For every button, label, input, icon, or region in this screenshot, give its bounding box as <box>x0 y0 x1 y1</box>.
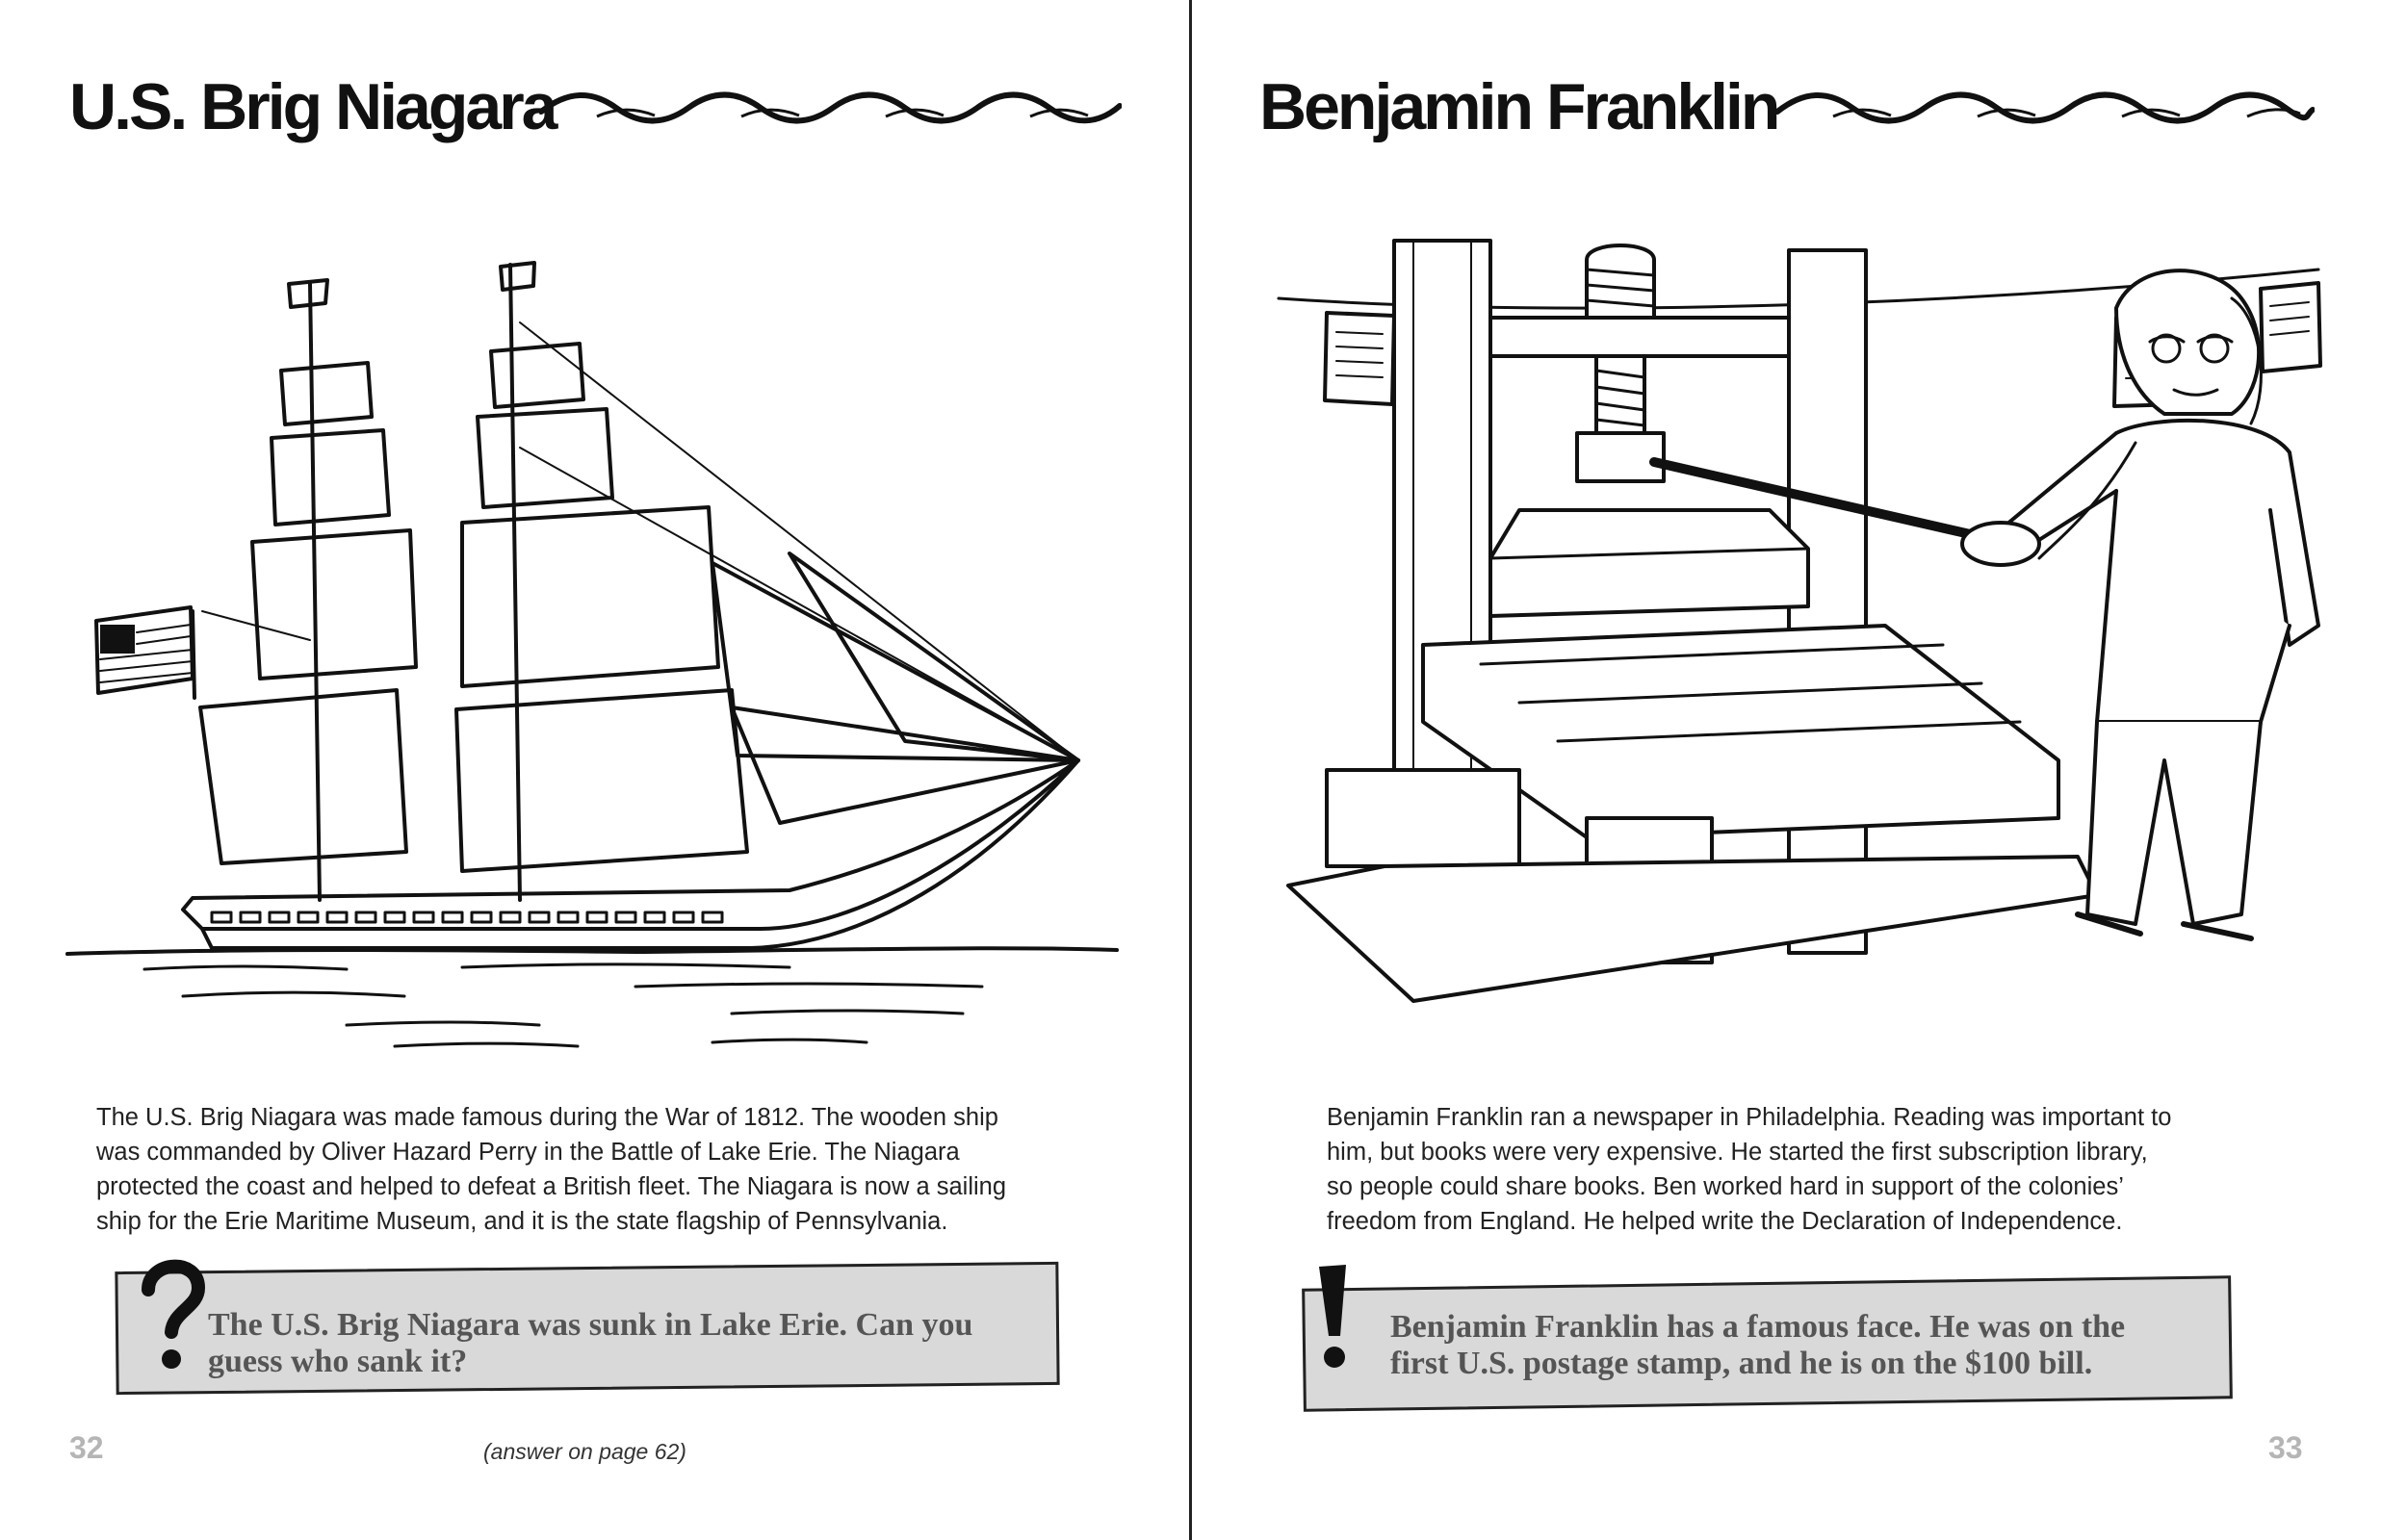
fact-text <box>208 1307 972 1380</box>
fact-text <box>1390 1309 2125 1382</box>
wave-divider-icon <box>1775 85 2315 133</box>
printing-press-icon <box>1269 221 2338 1049</box>
fact-line: The U.S. Brig Niagara was sunk in Lake Erie. Can you <box>208 1307 973 1343</box>
body-line: was commanded by Oliver Hazard Perry in the Battle of Lake Erie. The Niagara <box>96 1139 960 1166</box>
question-mark-icon <box>135 1251 212 1376</box>
body-text <box>1327 1100 2171 1239</box>
page-number: 33 <box>2268 1430 2303 1465</box>
body-text <box>96 1100 1006 1239</box>
left-page <box>0 0 1189 1540</box>
page-title: Benjamin Franklin <box>1259 70 1778 143</box>
body-line: him, but books were very expensive. He started the first subscription library, <box>1327 1139 2148 1166</box>
fact-line: first U.S. postage stamp, and he is on the $100 bill. <box>1390 1346 2093 1381</box>
body-line: The U.S. Brig Niagara was made famous during the War of 1812. The wooden ship <box>96 1104 998 1131</box>
fact-line: guess who sank it? <box>208 1344 468 1379</box>
body-line: ship for the Erie Maritime Museum, and it is the state flagship of Pennsylvania. <box>96 1208 948 1235</box>
page-title: U.S. Brig Niagara <box>69 70 556 143</box>
exclamation-mark-icon <box>1298 1261 1375 1376</box>
wave-divider-icon <box>539 85 1122 133</box>
body-line: so people could share books. Ben worked hard in support of the colonies’ <box>1327 1173 2124 1200</box>
answer-note: (answer on page 62) <box>483 1439 686 1464</box>
sailing-ship-icon <box>58 255 1136 1064</box>
body-line: freedom from England. He helped write the Declaration of Independence. <box>1327 1208 2123 1235</box>
right-page <box>1192 0 2381 1540</box>
body-line: protected the coast and helped to defeat a British fleet. The Niagara is now a sailing <box>96 1173 1007 1200</box>
fact-line: Benjamin Franklin has a famous face. He was on the <box>1390 1309 2126 1345</box>
body-line: Benjamin Franklin ran a newspaper in Philadelphia. Reading was important to <box>1327 1104 2172 1131</box>
page-number: 32 <box>69 1430 104 1465</box>
